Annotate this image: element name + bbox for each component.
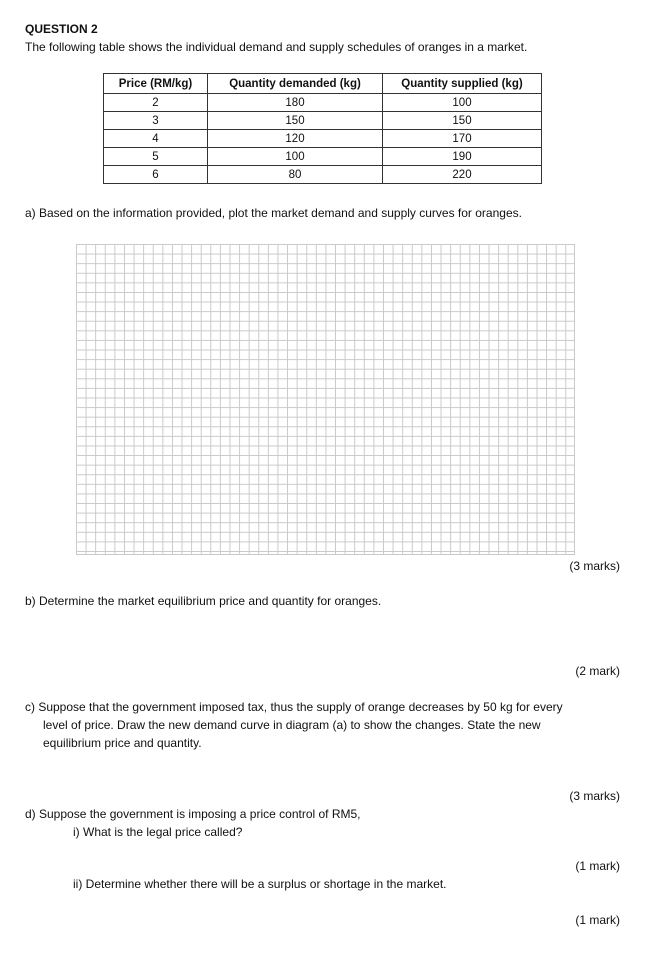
part-d-text: d) Suppose the government is imposing a price control of RM5,: [25, 807, 361, 821]
cell-price: 6: [104, 166, 208, 184]
table-row: [104, 148, 542, 166]
part-c-line-2: level of price. Draw the new demand curve in diagram (a) to show the changes. State the new: [43, 718, 541, 732]
cell-price: 4: [104, 130, 208, 148]
cell-qty-demanded: 80: [208, 166, 383, 184]
part-d-ii-text: ii) Determine whether there will be a surplus or shortage in the market.: [73, 877, 447, 891]
part-a-text: a) Based on the information provided, plot the market demand and supply curves for oranges.: [25, 206, 522, 220]
cell-qty-supplied: 220: [383, 166, 542, 184]
part-d-i-text: i) What is the legal price called?: [73, 825, 243, 839]
question-title: QUESTION 2: [25, 22, 98, 36]
cell-price: 2: [104, 94, 208, 112]
cell-qty-supplied: 170: [383, 130, 542, 148]
table-row: [104, 94, 542, 112]
cell-qty-supplied: 190: [383, 148, 542, 166]
intro-text: The following table shows the individual demand and supply schedules of oranges in a market.: [25, 40, 528, 54]
cell-qty-supplied: 150: [383, 112, 542, 130]
cell-price: 5: [104, 148, 208, 166]
cell-qty-demanded: 180: [208, 94, 383, 112]
header-qty-demanded: Quantity demanded (kg): [208, 74, 383, 94]
cell-qty-demanded: 150: [208, 112, 383, 130]
part-c-marks: (3 marks): [569, 789, 620, 803]
part-b-marks: (2 mark): [575, 664, 620, 678]
part-d-i-marks: (1 mark): [575, 859, 620, 873]
part-d-ii-marks: (1 mark): [575, 913, 620, 927]
part-c-line-3: equilibrium price and quantity.: [43, 736, 202, 750]
header-qty-supplied: Quantity supplied (kg): [383, 74, 542, 94]
graph-paper-grid: [76, 244, 575, 555]
cell-qty-demanded: 120: [208, 130, 383, 148]
part-a-marks: (3 marks): [569, 559, 620, 573]
part-c-line-1: c) Suppose that the government imposed tax, thus the supply of orange decreases by 50 kg for every: [25, 700, 563, 714]
table-row: [104, 166, 542, 184]
part-b-text: b) Determine the market equilibrium price and quantity for oranges.: [25, 594, 382, 608]
header-price: Price (RM/kg): [104, 74, 208, 94]
cell-qty-supplied: 100: [383, 94, 542, 112]
cell-price: 3: [104, 112, 208, 130]
table-row: [104, 130, 542, 148]
table-header-row: [104, 74, 542, 94]
cell-qty-demanded: 100: [208, 148, 383, 166]
schedule-table: [103, 73, 542, 184]
table-row: [104, 112, 542, 130]
